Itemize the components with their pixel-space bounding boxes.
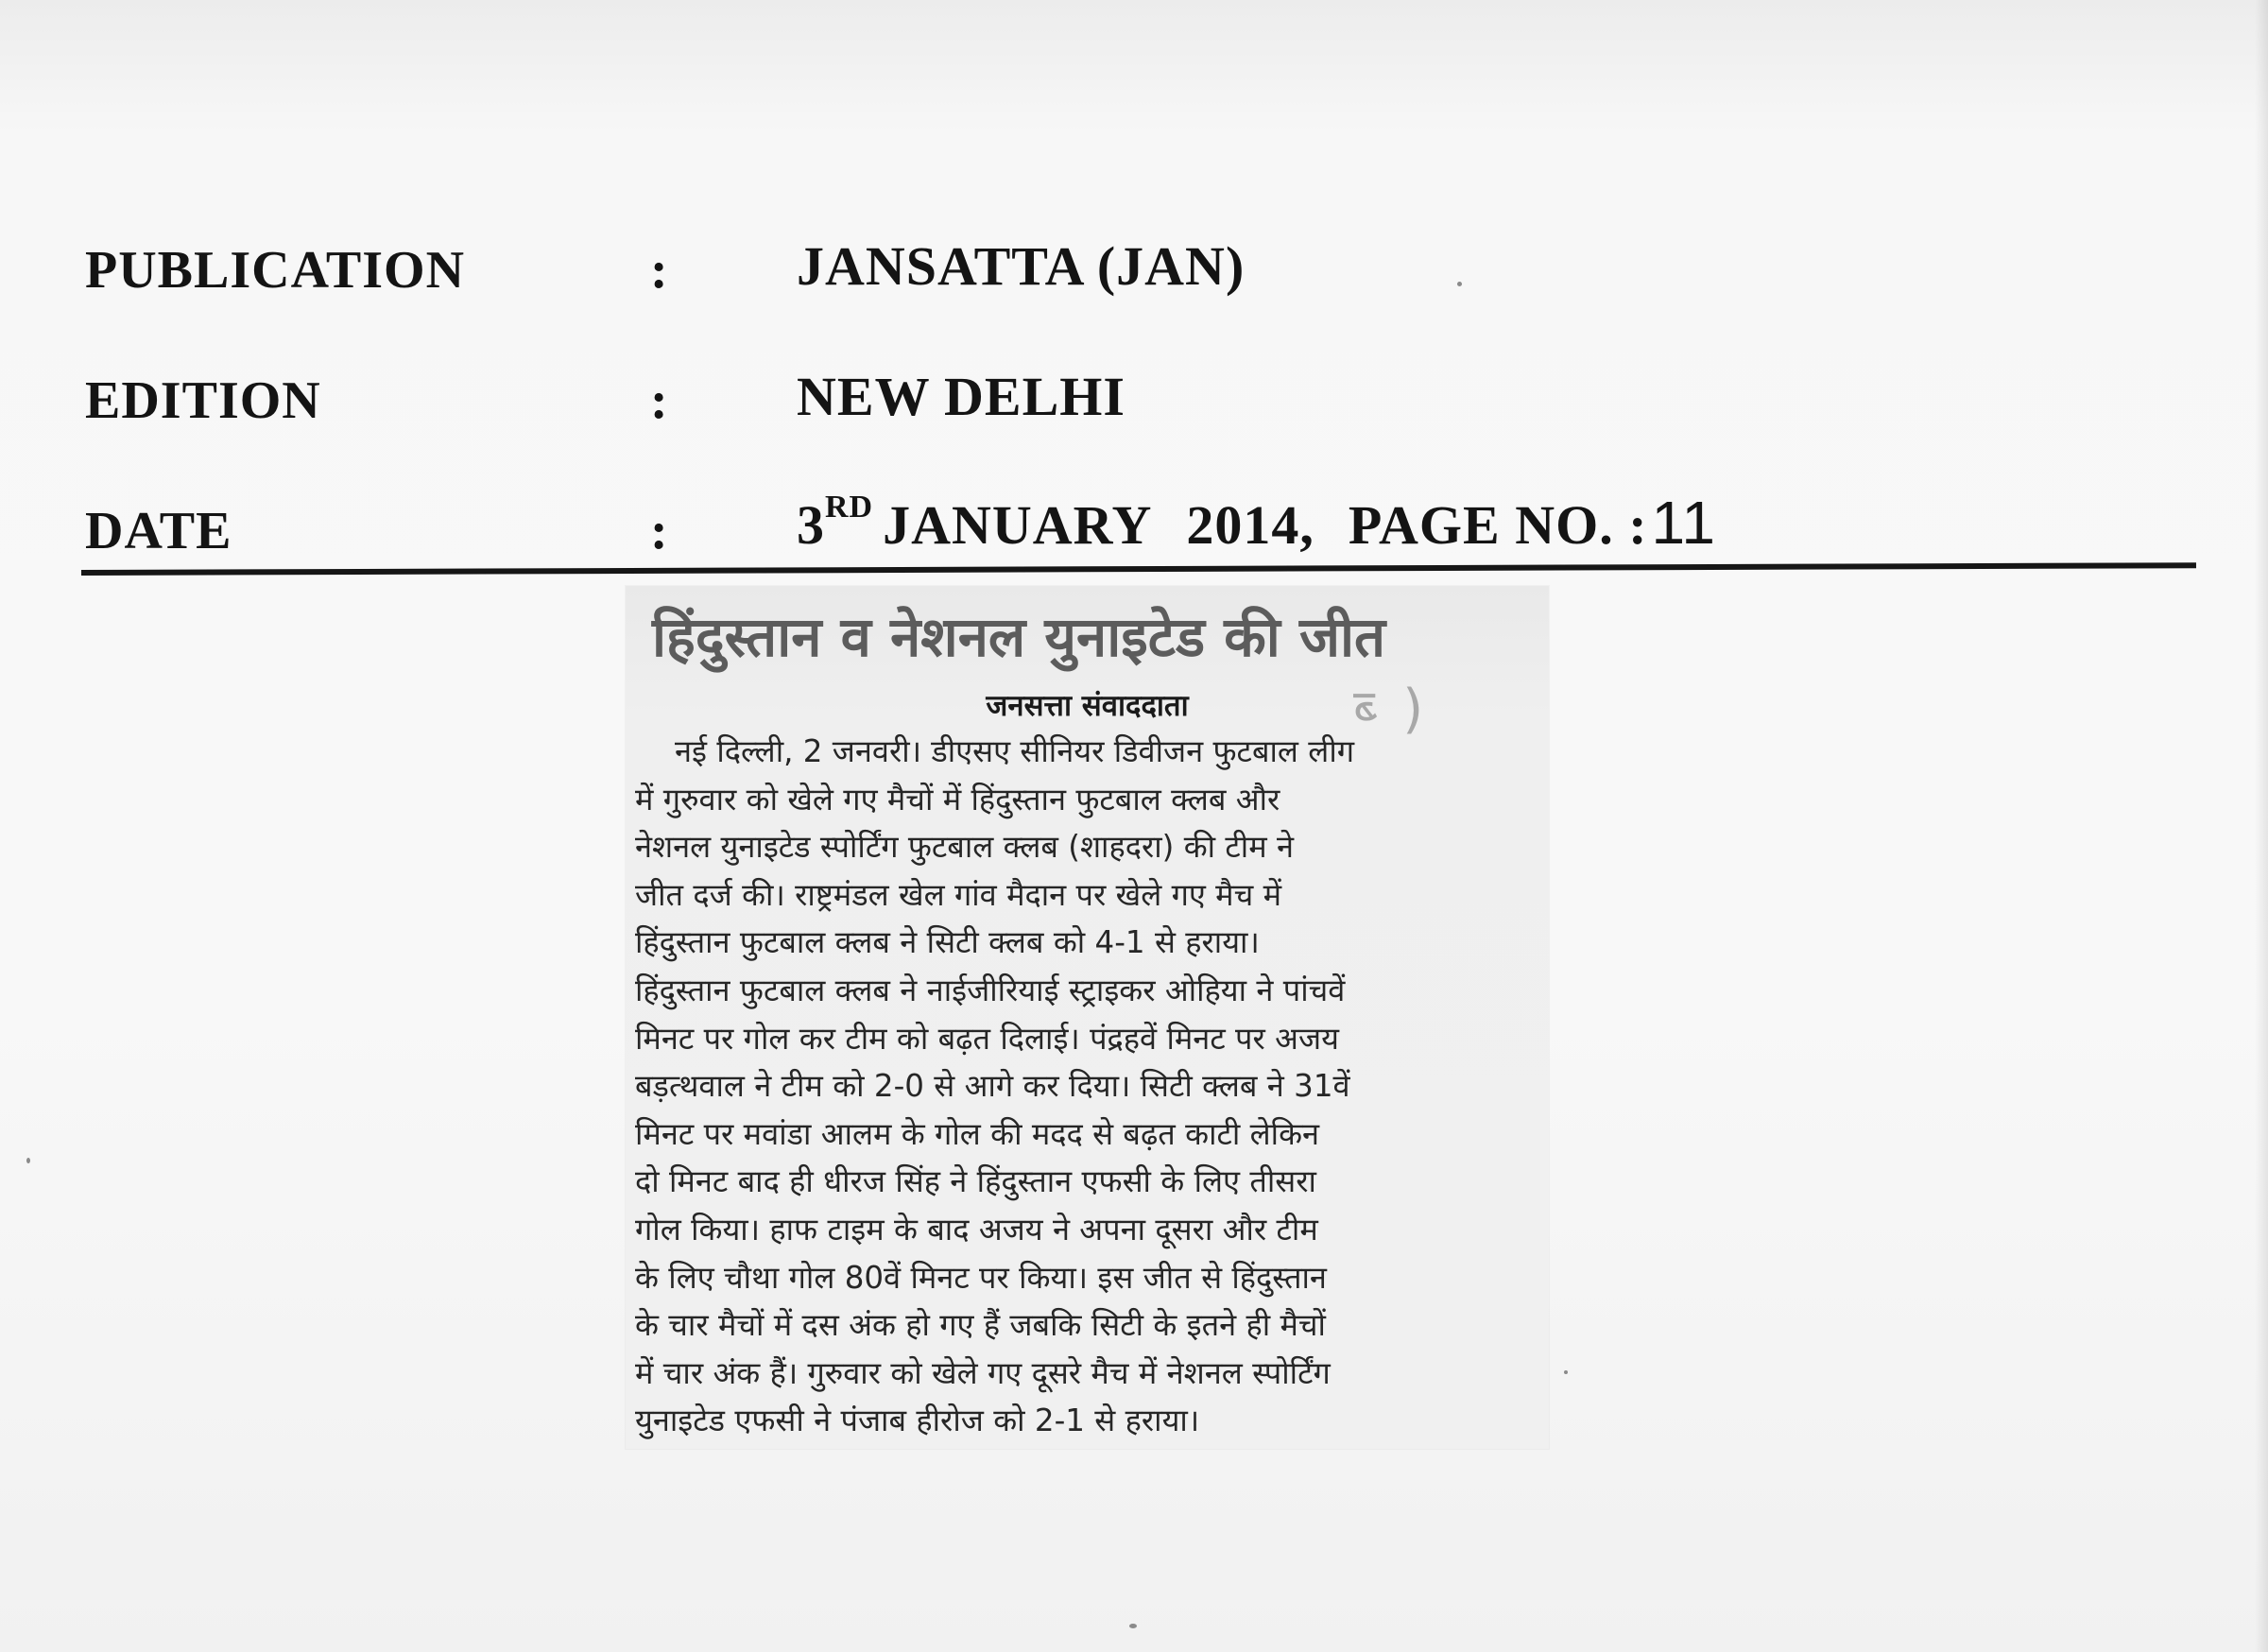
body-line: हिंदुस्तान फुटबाल क्लब ने सिटी क्लब को 4-1 से हराया। — [635, 924, 1260, 961]
bleed-through-mark: ब्‍ ) — [1353, 679, 1430, 740]
scan-speck — [1564, 1370, 1568, 1374]
clipping-headline: हिंदुस्तान व नेशनल युनाइटेड की जीत — [652, 605, 1386, 669]
date-year: 2014, — [1186, 494, 1314, 556]
date-label: DATE — [85, 502, 232, 560]
clipping-body — [635, 728, 1539, 1445]
body-line: जीत दर्ज की। राष्ट्रमंडल खेल गांव मैदान पर खेले गए मैच में — [635, 876, 1282, 913]
scan-speck — [1129, 1624, 1137, 1628]
edition-value: NEW DELHI — [797, 366, 1125, 427]
page-number-value: 11 — [1651, 489, 1716, 557]
date-colon: : — [650, 502, 668, 560]
scan-speck — [1457, 282, 1462, 286]
body-line: नई दिल्ली, 2 जनवरी। डीएसए सीनियर डिवीजन फुटबाल लीग — [675, 733, 1355, 769]
page-number-label: PAGE NO. : — [1348, 494, 1648, 556]
newspaper-clipping — [626, 586, 1549, 1449]
clipping-byline: जनसत्ता संवाददाता — [986, 689, 1189, 723]
edition-label: EDITION — [85, 371, 321, 430]
edition-colon: : — [650, 371, 668, 430]
body-line: के चार मैचों में दस अंक हो गए हैं जबकि सिटी के इतने ही मैचों — [635, 1307, 1326, 1344]
body-line: हिंदुस्तान फुटबाल क्लब ने नाईजीरियाई स्ट्राइकर ओहिया ने पांचवें — [635, 972, 1346, 1008]
body-line: गोल किया। हाफ टाइम के बाद अजय ने अपना दूसरा और टीम — [635, 1211, 1318, 1248]
body-line: मिनट पर गोल कर टीम को बढ़त दिलाई। पंद्रहवें मिनट पर अजय — [635, 1020, 1339, 1057]
publication-value: JANSATTA (JAN) — [797, 235, 1246, 297]
scan-speck — [26, 1158, 30, 1163]
publication-colon: : — [650, 241, 668, 300]
date-value — [797, 488, 1716, 558]
body-line: मिनट पर मवांडा आलम के गोल की मदद से बढ़त काटी लेकिन — [635, 1115, 1320, 1152]
date-suffix: RD — [825, 490, 874, 525]
date-month: JANUARY — [883, 494, 1153, 556]
body-line: बड़त्थवाल ने टीम को 2-0 से आगे कर दिया। सिटी क्लब ने 31वें — [635, 1068, 1350, 1105]
body-line: में चार अंक हैं। गुरुवार को खेले गए दूसरे मैच में नेशनल स्पोर्टिंग — [635, 1354, 1331, 1391]
publication-label: PUBLICATION — [85, 241, 466, 300]
body-line: नेशनल युनाइटेड स्पोर्टिंग फुटबाल क्लब (शाहदरा) की टीम ने — [635, 829, 1295, 866]
header-divider-rule — [81, 562, 2196, 576]
body-line: के लिए चौथा गोल 80वें मिनट पर किया। इस जीत से हिंदुस्तान — [635, 1259, 1327, 1296]
body-line: दो मिनट बाद ही धीरज सिंह ने हिंदुस्तान एफसी के लिए तीसरा — [635, 1163, 1316, 1200]
body-line: युनाइटेड एफसी ने पंजाब हीरोज को 2-1 से हराया। — [635, 1402, 1200, 1439]
body-line: में गुरुवार को खेले गए मैचों में हिंदुस्तान फुटबाल क्लब और — [635, 781, 1280, 817]
date-day: 3 — [797, 494, 825, 556]
